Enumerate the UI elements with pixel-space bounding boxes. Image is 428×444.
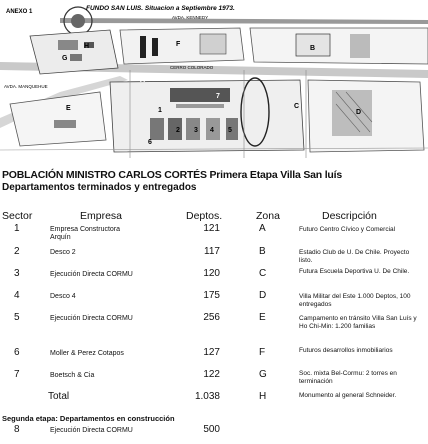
row-deptos: 120 [203,268,220,279]
col-header-empresa: Empresa [80,210,123,222]
row-deptos: 175 [203,290,220,301]
row-zona: D [259,290,267,301]
row-empresa: Desco 2 [50,249,76,256]
row-zona: F [259,347,266,358]
row-sector: 8 [14,424,20,435]
row-sector: 3 [14,268,20,279]
row-sector: 2 [14,246,20,257]
map-sector-4: 4 [210,127,214,134]
document-title: POBLACIÓN MINISTRO CARLOS CORTÉS Primera Etapa Villa San luís [2,169,343,181]
row-deptos: 500 [203,424,220,435]
map-street-top: AVDA. KENNEDY [172,15,209,20]
table-row [0,426,428,436]
segunda-etapa-title: Segunda etapa: Departamentos en construcción [2,414,175,423]
row-zona: H [259,391,267,402]
row-sector: 7 [14,369,20,380]
row-zona: B [259,246,266,257]
row-zona: E [259,312,266,323]
row-sector: 6 [14,347,20,358]
map-zone-a: A [140,77,146,84]
row-deptos: 122 [203,369,220,380]
row-deptos: 256 [203,312,220,323]
document-subtitle: Departamentos terminados y entregados [2,182,197,193]
row-deptos: 117 [204,246,220,257]
row-empresa: Empresa Constructora Arquín [50,226,121,241]
col-header-deptos: Deptos. [186,210,223,222]
map-sector-3: 3 [194,127,198,134]
map-street-mid: CERRO COLORADO [170,65,214,70]
row-empresa: Ejecución Directa CORMU [50,315,133,322]
map-caption: FUNDO SAN LUIS. Situacion a Septiembre 1973. [86,5,235,12]
row-empresa: Ejecución Directa CORMU [50,427,133,434]
map-zone-f: F [176,41,181,48]
table-row [0,349,428,359]
row-zona: A [259,223,266,234]
table-row [0,246,428,265]
row-deptos: 121 [203,223,220,234]
map-zone-h: H [84,43,90,50]
row-descripcion: Soc. mixta Bel-Cormu: 2 torres en terminación [299,370,397,386]
row-empresa: Moller & Perez Cotapos [50,350,124,357]
row-sector: 1 [14,223,20,234]
row-total-deptos: 1.038 [194,391,220,402]
table-row [0,312,428,331]
row-descripcion: Monumento al general Schneider. [299,392,397,399]
row-zona: C [259,268,267,279]
col-header-sector: Sector [2,210,33,222]
map-zone-g: G [62,55,68,62]
row-descripcion: Futura Escuela Deportiva U. De Chile. [299,268,410,275]
map-zone-e: E [66,105,71,112]
table-row [0,270,428,280]
row-zona: G [259,369,267,380]
map-zone-d: D [356,109,362,116]
table-row [0,223,428,241]
map-zone-b: B [310,45,316,52]
row-descripcion: Futuro Centro Cívico y Comercial [299,226,396,233]
map-sector-7: 7 [216,93,220,100]
table-row [0,369,428,386]
row-descripcion: Villa Militar del Este 1.000 Deptos, 100 entregados [299,293,411,309]
row-descripcion: Estadio Club de U. De Chile. Proyecto listo. [299,249,410,265]
map-sector-2: 2 [176,127,180,134]
map-sector-6: 6 [148,139,152,146]
col-header-zona: Zona [256,210,280,222]
row-empresa: Ejecución Directa CORMU [50,271,133,278]
row-empresa: Boetsch & Cia [50,372,95,379]
site-map [0,0,428,158]
row-deptos: 127 [203,347,220,358]
map-sector-5: 5 [228,127,232,134]
col-header-descripcion: Descripción [322,210,377,222]
table-row-total [0,393,428,403]
row-sector: 5 [14,312,20,323]
row-sector: 4 [14,290,20,301]
map-street-left: AVDA. MANQUEHUE [4,84,48,89]
table-row [0,290,428,309]
row-descripcion: Futuros desarrollos inmobiliarios [299,347,393,354]
row-empresa: Desco 4 [50,293,76,300]
row-descripcion: Campamento en tránsito Villa San Luís y Ho Chi-Min: 1.200 familias [299,315,417,331]
row-total-label: Total [48,391,70,402]
map-zone-c: C [294,103,300,110]
map-annex-label: ANEXO 1 [6,9,33,15]
map-sector-1: 1 [158,107,162,114]
